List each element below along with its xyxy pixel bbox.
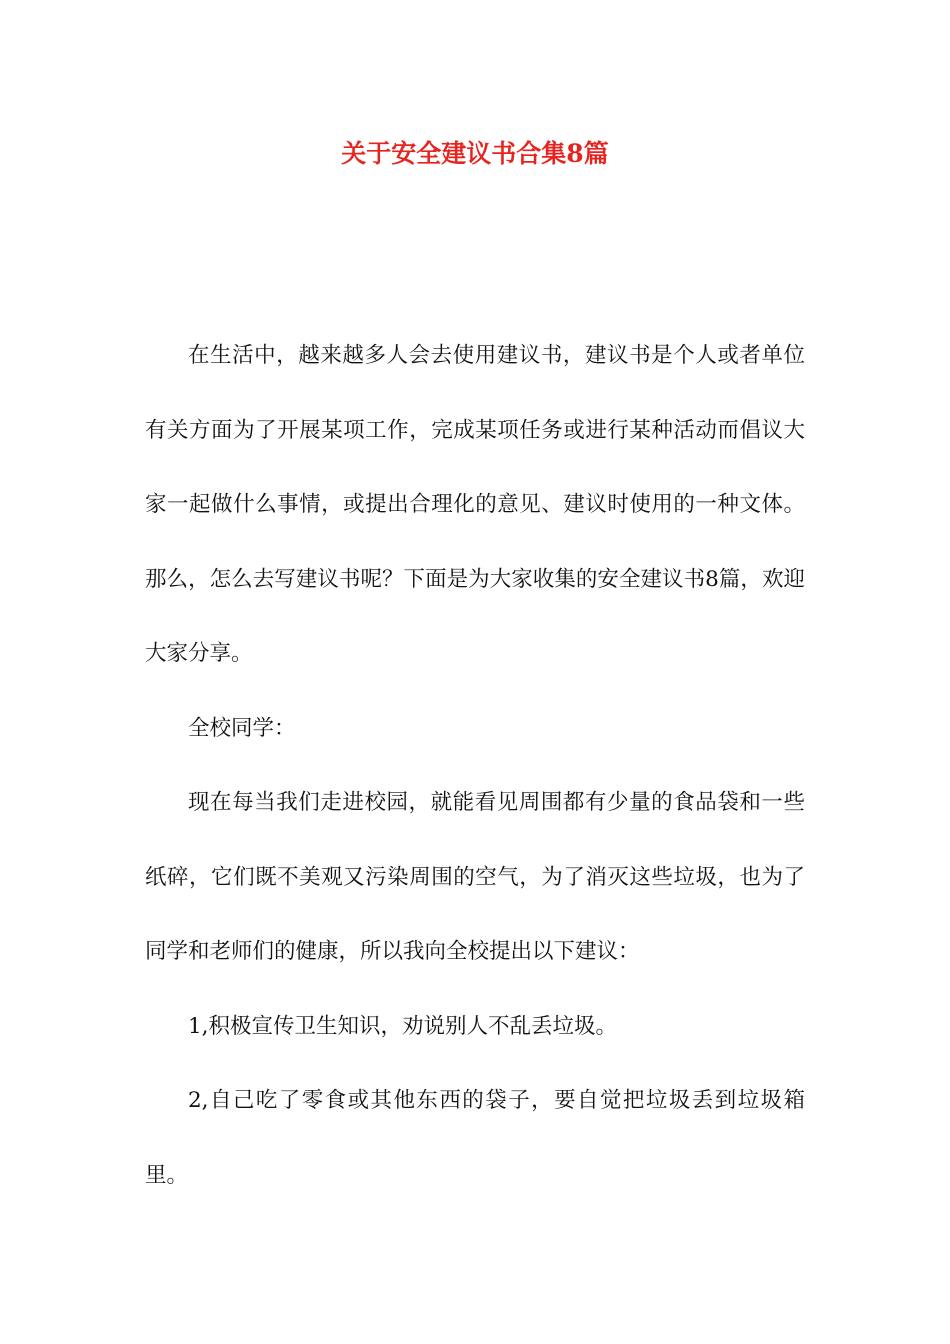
paragraph-salutation: 全校同学： [188,715,296,741]
paragraph-suggestion-2: 2,自己吃了零食或其他东西的袋子，要自觉把垃圾丢到垃圾箱里。 [145,1088,805,1188]
document-body [145,319,805,1213]
paragraph-suggestion-1: 1,积极宣传卫生知识，劝说别人不乱丢垃圾。 [188,1013,618,1039]
paragraph-situation: 现在每当我们走进校园，就能看见周围都有少量的食品袋和一些纸碎，它们既不美观又污染周围的空气，为了消灭这些垃圾，也为了同学和老师们的健康，所以我向全校提出以下建议： [145,790,805,964]
paragraph-intro: 在生活中，越来越多人会去使用建议书，建议书是个人或者单位有关方面为了开展某项工作，完成某项任务或进行某种活动而倡议大家一起做什么事情，或提出合理化的意见、建议时使用的一种文体。那么，怎么去写建议书呢？下面是为大家收集的安全建议书8篇，欢迎大家分享。 [145,343,805,666]
document-title: 关于安全建议书合集8篇 [341,139,609,168]
